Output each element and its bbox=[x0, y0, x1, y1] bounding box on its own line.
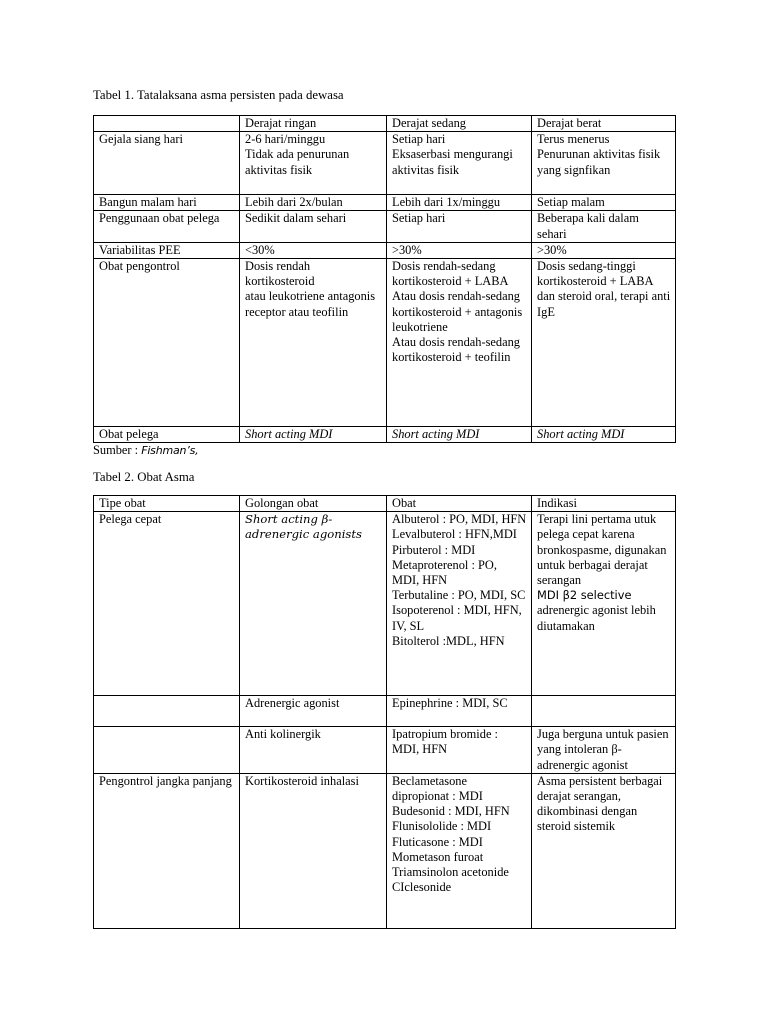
table1-cell: Terus menerus Penurunan aktivitas fisik yang signfikan bbox=[532, 132, 676, 195]
table1-cell: Dosis sedang-tinggi kortikosteroid + LABA dan steroid oral, terapi anti IgE bbox=[532, 259, 676, 427]
table1-row bbox=[94, 259, 676, 427]
table1-cell: Gejala siang hari bbox=[94, 132, 240, 195]
indikasi-extra: MDI β2 selective bbox=[537, 588, 632, 603]
table1-cell: Lebih dari 2x/bulan bbox=[240, 195, 387, 211]
table1-row bbox=[94, 195, 676, 211]
table1-row bbox=[94, 132, 676, 195]
table1-cell: Bangun malam hari bbox=[94, 195, 240, 211]
table1-cell: >30% bbox=[387, 242, 532, 258]
table2-row bbox=[94, 512, 676, 696]
table1-title: Tabel 1. Tatalaksana asma persisten pada dewasa bbox=[93, 88, 344, 102]
table1-header-cell: Derajat ringan bbox=[240, 116, 387, 132]
table2 bbox=[93, 495, 676, 929]
table2-cell-golongan: Kortikosteroid inhalasi bbox=[240, 773, 387, 928]
table1-header-cell bbox=[94, 116, 240, 132]
table2-cell-golongan: Short acting β-adrenergic agonists bbox=[240, 512, 387, 696]
table1-row bbox=[94, 211, 676, 242]
table1-cell: Short acting MDI bbox=[387, 427, 532, 443]
table2-header-cell: Obat bbox=[387, 496, 532, 512]
table1-cell: Obat pengontrol bbox=[94, 259, 240, 427]
table1-cell: Short acting MDI bbox=[240, 427, 387, 443]
table1 bbox=[93, 115, 676, 443]
table2-cell-tipe: Pelega cepat bbox=[94, 512, 240, 696]
table2-row bbox=[94, 773, 676, 928]
table1-source bbox=[93, 443, 198, 458]
table1-cell: <30% bbox=[240, 242, 387, 258]
table1-row bbox=[94, 242, 676, 258]
table1-cell: Penggunaan obat pelega bbox=[94, 211, 240, 242]
table2-header-cell: Tipe obat bbox=[94, 496, 240, 512]
table2-cell-obat: Albuterol : PO, MDI, HFN Levalbuterol : HFN,MDI Pirbuterol : MDI Metaproterenol : PO, MDI, HFN Terbutaline : PO, MDI, SC Isopoterenol : MDI, HFN, IV, SL Bitolterol :MDL, HFN bbox=[387, 512, 532, 696]
table1-cell: Lebih dari 1x/minggu bbox=[387, 195, 532, 211]
table1-cell: 2-6 hari/minggu Tidak ada penurunan aktivitas fisik bbox=[240, 132, 387, 195]
table2-title: Tabel 2. Obat Asma bbox=[93, 470, 195, 484]
table2-header-cell: Indikasi bbox=[532, 496, 676, 512]
source-label: Sumber : bbox=[93, 443, 139, 457]
table2-header-cell: Golongan obat bbox=[240, 496, 387, 512]
table1-cell: Setiap hari bbox=[387, 211, 532, 242]
table2-cell-indikasi bbox=[532, 696, 676, 727]
table1-header-cell: Derajat berat bbox=[532, 116, 676, 132]
table2-row bbox=[94, 696, 676, 727]
table2-cell-indikasi: Juga berguna untuk pasien yang intoleran β-adrenergic agonist bbox=[532, 727, 676, 774]
table1-row bbox=[94, 427, 676, 443]
table2-header-row bbox=[94, 496, 676, 512]
table1-cell: Setiap hari Eksaserbasi mengurangi aktivitas fisik bbox=[387, 132, 532, 195]
table1-header-row bbox=[94, 116, 676, 132]
table2-cell-golongan: Anti kolinergik bbox=[240, 727, 387, 774]
table2-cell-obat: Beclametasone dipropionat : MDI Budesonid : MDI, HFN Flunisololide : MDI Fluticasone : MDI Mometason furoat Triamsinolon acetonide CIclesonide bbox=[387, 773, 532, 928]
table1-cell: Obat pelega bbox=[94, 427, 240, 443]
table1-cell: >30% bbox=[532, 242, 676, 258]
table1-cell: Sedikit dalam sehari bbox=[240, 211, 387, 242]
table1-cell: Setiap malam bbox=[532, 195, 676, 211]
table2-cell-obat: Epinephrine : MDI, SC bbox=[387, 696, 532, 727]
table1-header-cell: Derajat sedang bbox=[387, 116, 532, 132]
table2-cell-indikasi: Asma persistent berbagai derajat serangan, dikombinasi dengan steroid sistemik bbox=[532, 773, 676, 928]
source-name: Fishman’s, bbox=[141, 444, 199, 457]
table2-cell-tipe bbox=[94, 727, 240, 774]
table2-row bbox=[94, 727, 676, 774]
table2-cell-tipe bbox=[94, 696, 240, 727]
table2-cell-indikasi bbox=[532, 512, 676, 696]
table1-cell: Dosis rendah kortikosteroid atau leukotriene antagonis receptor atau teofilin bbox=[240, 259, 387, 427]
indikasi-tail: adrenergic agonist lebih diutamakan bbox=[537, 603, 656, 633]
table2-cell-obat: Ipatropium bromide : MDI, HFN bbox=[387, 727, 532, 774]
indikasi-text: Terapi lini pertama utuk pelega cepat karena bronkospasme, digunakan untuk berbagai derajat serangan bbox=[537, 512, 667, 588]
table2-cell-tipe: Pengontrol jangka panjang bbox=[94, 773, 240, 928]
table1-cell: Beberapa kali dalam sehari bbox=[532, 211, 676, 242]
table2-cell-golongan: Adrenergic agonist bbox=[240, 696, 387, 727]
table1-cell: Dosis rendah-sedang kortikosteroid + LABA Atau dosis rendah-sedang kortikosteroid + antagonis leukotriene Atau dosis rendah-sedang kortikosteroid + teofilin bbox=[387, 259, 532, 427]
table1-cell: Short acting MDI bbox=[532, 427, 676, 443]
table1-cell: Variabilitas PEE bbox=[94, 242, 240, 258]
